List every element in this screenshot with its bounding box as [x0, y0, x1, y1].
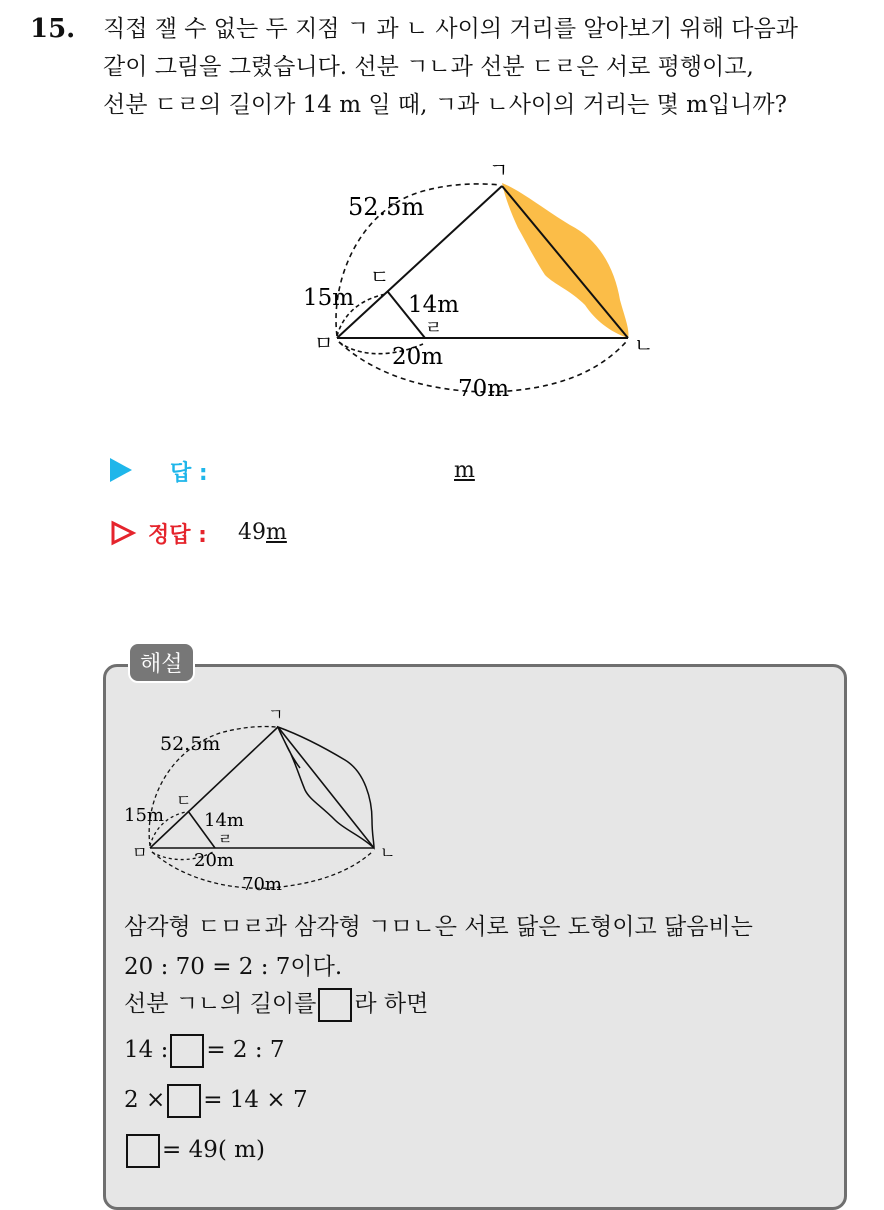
question-text-line2: 같이 그림을 그렸습니다. 선분 ㄱㄴ과 선분 ㄷㄹ은 서로 평행이고,	[103, 54, 754, 80]
correct-answer-value: 49	[238, 520, 266, 545]
sol-length-15m: 15m	[124, 805, 164, 826]
eq1-right: = 2 : 7	[206, 1037, 285, 1063]
eq1-left: 14 :	[124, 1037, 169, 1063]
question-number: 15.	[30, 14, 76, 44]
length-14m: 14m	[408, 292, 460, 318]
solution-equation-3	[124, 1134, 265, 1168]
length-52-5m: 52.5m	[348, 193, 425, 221]
sol-line-g-n	[278, 727, 374, 848]
eq3-right: = 49( m)	[162, 1137, 265, 1163]
sol-label-g: ㄱ	[268, 705, 284, 724]
length-70m: 70m	[458, 376, 510, 402]
sol-length-52-5m: 52.5m	[160, 733, 221, 755]
blank-box	[167, 1084, 201, 1118]
solution-equation-2	[124, 1084, 308, 1118]
sol-length-20m: 20m	[194, 850, 234, 871]
eq2-right: = 14 × 7	[203, 1087, 308, 1113]
sol-label-d: ㄷ	[176, 791, 192, 810]
sol-label-n: ㄴ	[380, 843, 396, 862]
label-g: ㄱ	[489, 158, 509, 182]
solution-line-1: 삼각형 ㄷㅁㄹ과 삼각형 ㄱㅁㄴ은 서로 닮은 도형이고 닮음비는	[124, 914, 753, 940]
correct-play-outline-icon	[110, 520, 136, 546]
solution-equation-1	[124, 1034, 285, 1068]
solution-line-3	[124, 985, 428, 1022]
sol-label-r: ㄹ	[218, 830, 233, 848]
question-text-line1: 직접 잴 수 없는 두 지점 ㄱ 과 ㄴ 사이의 거리를 알아보기 위해 다음과	[103, 16, 798, 42]
sol-length-70m: 70m	[242, 874, 282, 895]
sol-length-14m: 14m	[204, 810, 244, 831]
solution-line-2: 20 : 70 = 2 : 7이다.	[124, 954, 343, 980]
blank-box	[318, 988, 352, 1022]
solution-line-3-tail: 라 하면	[354, 991, 429, 1017]
answer-play-icon	[110, 458, 132, 482]
length-15m: 15m	[303, 285, 355, 311]
solution-figure	[120, 700, 396, 895]
label-r: ㄹ	[425, 318, 443, 339]
sol-label-m: ㅁ	[132, 843, 148, 862]
length-20m: 20m	[392, 344, 444, 370]
correct-answer-unit: m	[266, 520, 287, 545]
question-text-line3: 선분 ㄷㄹ의 길이가 14 m 일 때, ㄱ과 ㄴ사이의 거리는 몇 m입니까?	[103, 92, 787, 118]
answer-unit: m	[454, 458, 475, 483]
eq2-left: 2 ×	[124, 1087, 166, 1113]
correct-answer	[238, 520, 287, 545]
label-d: ㄷ	[370, 265, 390, 289]
answer-label: 답 :	[170, 461, 208, 486]
correct-answer-label: 정답 :	[148, 523, 207, 548]
solution-line-3-text: 선분 ㄱㄴ의 길이를	[124, 991, 317, 1017]
label-m: ㅁ	[314, 331, 334, 355]
triangle-figure	[290, 150, 670, 410]
blank-box	[170, 1034, 204, 1068]
solution-tab: 해설	[128, 642, 195, 683]
blank-box	[126, 1134, 160, 1168]
line-g-n	[502, 186, 628, 338]
label-n: ㄴ	[634, 333, 654, 357]
